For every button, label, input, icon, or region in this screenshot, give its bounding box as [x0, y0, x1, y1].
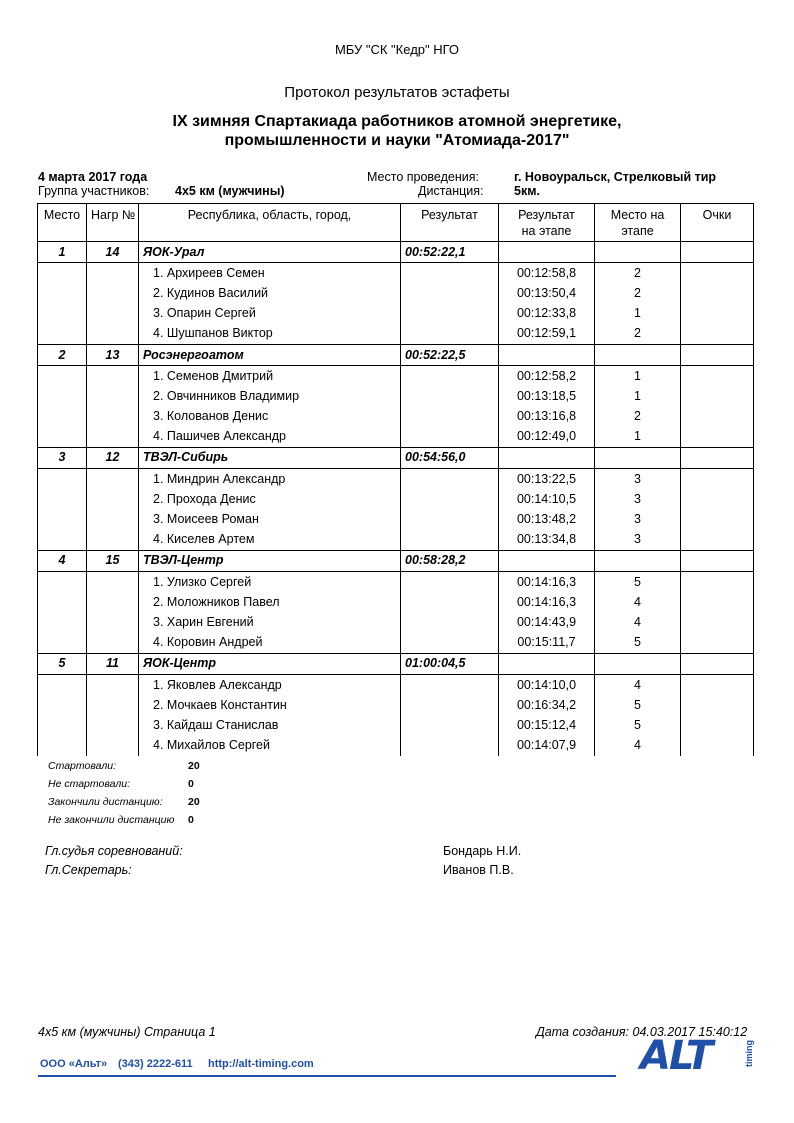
member-stage-place: 5: [595, 572, 681, 593]
team-stage-result: [499, 653, 595, 674]
member-points: [681, 427, 754, 448]
team-stage-place: [595, 344, 681, 365]
member-result: [401, 263, 499, 284]
member-stage-result: 00:16:34,2: [499, 695, 595, 715]
member-row: [38, 304, 754, 324]
member-stage-place: 4: [595, 674, 681, 695]
group-label: Группа участников:: [38, 184, 150, 198]
member-place: [38, 736, 87, 756]
team-points: [681, 447, 754, 468]
member-name: 3. Кайдаш Станислав: [139, 715, 401, 735]
member-stage-result: 00:13:34,8: [499, 530, 595, 551]
member-stage-place: 5: [595, 695, 681, 715]
member-name: 2. Моложников Павел: [139, 592, 401, 612]
member-bib: [87, 469, 139, 490]
member-name: 3. Опарин Сергей: [139, 304, 401, 324]
member-result: [401, 324, 499, 345]
member-row: [38, 715, 754, 735]
team-stage-result: [499, 447, 595, 468]
table-header: [38, 204, 754, 242]
member-stage-place: 3: [595, 489, 681, 509]
team-stage-place: [595, 653, 681, 674]
member-place: [38, 324, 87, 345]
member-name: 2. Мочкаев Константин: [139, 695, 401, 715]
member-name: 2. Овчинников Владимир: [139, 386, 401, 406]
team-name: ТВЭЛ-Центр: [139, 550, 401, 571]
member-points: [681, 509, 754, 529]
team-row: [38, 344, 754, 365]
team-place: 3: [38, 447, 87, 468]
member-bib: [87, 386, 139, 406]
member-stage-place: 5: [595, 715, 681, 735]
member-place: [38, 283, 87, 303]
member-place: [38, 489, 87, 509]
col-result: Результат: [401, 204, 499, 242]
member-stage-result: 00:14:10,5: [499, 489, 595, 509]
member-row: [38, 263, 754, 284]
member-place: [38, 530, 87, 551]
member-name: 3. Моисеев Роман: [139, 509, 401, 529]
member-stage-result: 00:14:43,9: [499, 612, 595, 632]
member-stage-result: 00:12:58,8: [499, 263, 595, 284]
member-row: [38, 407, 754, 427]
team-bib: 11: [87, 653, 139, 674]
member-name: 1. Яковлев Александр: [139, 674, 401, 695]
team-result: 00:58:28,2: [401, 550, 499, 571]
chief-judge-name: Бондарь Н.И.: [443, 844, 522, 858]
team-place: 2: [38, 344, 87, 365]
member-stage-result: 00:13:18,5: [499, 386, 595, 406]
member-place: [38, 366, 87, 387]
member-result: [401, 386, 499, 406]
member-result: [401, 530, 499, 551]
team-points: [681, 242, 754, 263]
member-place: [38, 407, 87, 427]
place-label: Место проведения:: [367, 170, 479, 184]
member-place: [38, 592, 87, 612]
member-stage-result: 00:15:12,4: [499, 715, 595, 735]
member-row: [38, 427, 754, 448]
member-place: [38, 612, 87, 632]
member-stage-result: 00:15:11,7: [499, 633, 595, 654]
member-stage-place: 4: [595, 592, 681, 612]
member-stage-result: 00:12:58,2: [499, 366, 595, 387]
member-bib: [87, 263, 139, 284]
member-name: 4. Шушпанов Виктор: [139, 324, 401, 345]
member-stage-place: 3: [595, 469, 681, 490]
member-points: [681, 592, 754, 612]
member-bib: [87, 530, 139, 551]
member-result: [401, 695, 499, 715]
stat-value: 0: [188, 814, 194, 826]
team-stage-result: [499, 550, 595, 571]
member-name: 4. Пашичев Александр: [139, 427, 401, 448]
member-stage-place: 2: [595, 324, 681, 345]
team-stage-place: [595, 447, 681, 468]
member-row: [38, 366, 754, 387]
member-stage-result: 00:13:48,2: [499, 509, 595, 529]
member-name: 4. Киселев Артем: [139, 530, 401, 551]
member-points: [681, 489, 754, 509]
start-stats: [48, 757, 200, 829]
member-result: [401, 509, 499, 529]
member-stage-result: 00:12:49,0: [499, 427, 595, 448]
col-bib: Нагр №: [87, 204, 139, 242]
member-place: [38, 572, 87, 593]
member-points: [681, 572, 754, 593]
member-result: [401, 469, 499, 490]
team-name: ЯОК-Урал: [139, 242, 401, 263]
member-place: [38, 263, 87, 284]
member-stage-place: 1: [595, 386, 681, 406]
member-row: [38, 509, 754, 529]
event-title-line1: IX зимняя Спартакиада работников атомной энергетике,: [172, 113, 622, 130]
footer-divider: [38, 1075, 616, 1077]
member-stage-result: 00:14:16,3: [499, 572, 595, 593]
member-place: [38, 304, 87, 324]
logo-sub: timing: [744, 1040, 754, 1067]
stat-value: 20: [188, 760, 200, 772]
member-name: 3. Харин Евгений: [139, 612, 401, 632]
stat-value: 20: [188, 796, 200, 808]
member-row: [38, 530, 754, 551]
member-name: 1. Улизко Сергей: [139, 572, 401, 593]
company-name: ООО «Альт»: [40, 1058, 108, 1070]
stat-label: Не стартовали:: [48, 778, 131, 790]
member-stage-result: 00:14:16,3: [499, 592, 595, 612]
member-name: 2. Кудинов Василий: [139, 283, 401, 303]
member-points: [681, 283, 754, 303]
team-row: [38, 653, 754, 674]
member-row: [38, 674, 754, 695]
member-bib: [87, 674, 139, 695]
member-stage-result: 00:12:59,1: [499, 324, 595, 345]
member-row: [38, 489, 754, 509]
member-place: [38, 633, 87, 654]
team-stage-result: [499, 344, 595, 365]
member-result: [401, 612, 499, 632]
member-bib: [87, 366, 139, 387]
member-stage-result: 00:14:07,9: [499, 736, 595, 756]
member-bib: [87, 304, 139, 324]
stat-started: [48, 757, 200, 775]
member-points: [681, 407, 754, 427]
member-result: [401, 283, 499, 303]
team-row: [38, 242, 754, 263]
col-stage-place: Место на этапе: [595, 204, 681, 242]
creation-date: Дата создания: 04.03.2017 15:40:12: [536, 1025, 748, 1039]
organization-name: МБУ "СК "Кедр" НГО: [334, 42, 460, 57]
team-place: 1: [38, 242, 87, 263]
place-value: г. Новоуральск, Стрелковый тир: [514, 170, 717, 184]
event-title: [0, 112, 794, 150]
member-points: [681, 736, 754, 756]
member-bib: [87, 612, 139, 632]
col-stage-result: Результат на этапе: [499, 204, 595, 242]
team-points: [681, 653, 754, 674]
member-stage-place: 5: [595, 633, 681, 654]
member-points: [681, 612, 754, 632]
chief-judge-role: Гл.судья соревнований:: [45, 844, 183, 858]
member-stage-result: 00:13:16,8: [499, 407, 595, 427]
member-place: [38, 469, 87, 490]
protocol-title: Протокол результатов эстафеты: [284, 84, 510, 101]
col-place: Место: [38, 204, 87, 242]
team-row: [38, 447, 754, 468]
member-row: [38, 572, 754, 593]
member-row: [38, 469, 754, 490]
member-name: 1. Миндрин Александр: [139, 469, 401, 490]
member-bib: [87, 572, 139, 593]
member-stage-place: 1: [595, 366, 681, 387]
member-row: [38, 736, 754, 756]
member-bib: [87, 407, 139, 427]
stat-label: Стартовали:: [48, 760, 117, 772]
team-points: [681, 344, 754, 365]
member-row: [38, 386, 754, 406]
distance-label: Дистанция:: [418, 184, 484, 198]
member-row: [38, 283, 754, 303]
member-name: 4. Коровин Андрей: [139, 633, 401, 654]
member-name: 1. Архиреев Семен: [139, 263, 401, 284]
team-result: 00:54:56,0: [401, 447, 499, 468]
page-info: 4x5 км (мужчины) Страница 1: [38, 1025, 216, 1039]
member-name: 2. Прохода Денис: [139, 489, 401, 509]
member-row: [38, 592, 754, 612]
member-row: [38, 324, 754, 345]
team-name: ЯОК-Центр: [139, 653, 401, 674]
stat-not-finished: [48, 811, 194, 829]
member-name: 1. Семенов Дмитрий: [139, 366, 401, 387]
team-result: 00:52:22,1: [401, 242, 499, 263]
stat-value: 0: [188, 778, 194, 790]
member-bib: [87, 695, 139, 715]
member-points: [681, 469, 754, 490]
member-stage-place: 2: [595, 263, 681, 284]
member-points: [681, 263, 754, 284]
member-result: [401, 715, 499, 735]
member-stage-result: 00:13:50,4: [499, 283, 595, 303]
member-stage-result: 00:13:22,5: [499, 469, 595, 490]
stat-label: Закончили дистанцию:: [48, 796, 163, 808]
member-bib: [87, 592, 139, 612]
member-stage-result: 00:14:10,0: [499, 674, 595, 695]
member-points: [681, 674, 754, 695]
member-bib: [87, 633, 139, 654]
member-stage-place: 4: [595, 736, 681, 756]
stat-finished: [48, 793, 200, 811]
stat-not-started: [48, 775, 194, 793]
team-bib: 14: [87, 242, 139, 263]
member-bib: [87, 715, 139, 735]
team-bib: 15: [87, 550, 139, 571]
member-name: 4. Михайлов Сергей: [139, 736, 401, 756]
member-stage-place: 3: [595, 530, 681, 551]
member-bib: [87, 736, 139, 756]
event-title-line2: промышленности и науки "Атомиада-2017": [224, 132, 570, 149]
member-result: [401, 736, 499, 756]
col-points: Очки: [681, 204, 754, 242]
member-result: [401, 304, 499, 324]
results-table: [37, 203, 754, 756]
team-bib: 13: [87, 344, 139, 365]
team-result: 00:52:22,5: [401, 344, 499, 365]
logo-letters: ALT: [640, 1033, 712, 1079]
member-bib: [87, 427, 139, 448]
member-place: [38, 715, 87, 735]
member-points: [681, 715, 754, 735]
team-place: 4: [38, 550, 87, 571]
team-stage-place: [595, 242, 681, 263]
team-points: [681, 550, 754, 571]
team-stage-result: [499, 242, 595, 263]
stat-label: Не закончили дистанцию: [48, 814, 175, 826]
member-result: [401, 407, 499, 427]
member-stage-place: 3: [595, 509, 681, 529]
member-stage-place: 1: [595, 427, 681, 448]
member-result: [401, 572, 499, 593]
col-team: Республика, область, город,: [139, 204, 401, 242]
member-bib: [87, 324, 139, 345]
team-bib: 12: [87, 447, 139, 468]
member-row: [38, 612, 754, 632]
member-place: [38, 427, 87, 448]
member-row: [38, 695, 754, 715]
team-name: Росэнергоатом: [139, 344, 401, 365]
member-stage-place: 1: [595, 304, 681, 324]
member-result: [401, 366, 499, 387]
member-row: [38, 633, 754, 654]
member-result: [401, 674, 499, 695]
secretary-role: Гл.Секретарь:: [45, 863, 132, 877]
member-points: [681, 324, 754, 345]
member-name: 3. Колованов Денис: [139, 407, 401, 427]
member-points: [681, 386, 754, 406]
team-stage-place: [595, 550, 681, 571]
group-value: 4x5 км (мужчины): [175, 184, 285, 198]
secretary-name: Иванов П.В.: [443, 863, 514, 877]
alt-timing-logo: [640, 1033, 756, 1080]
member-stage-place: 2: [595, 283, 681, 303]
company-phone: (343) 2222-611: [118, 1058, 193, 1070]
team-place: 5: [38, 653, 87, 674]
member-stage-result: 00:12:33,8: [499, 304, 595, 324]
member-stage-place: 4: [595, 612, 681, 632]
member-bib: [87, 283, 139, 303]
distance-value: 5км.: [514, 184, 540, 198]
member-points: [681, 633, 754, 654]
member-result: [401, 592, 499, 612]
member-points: [681, 530, 754, 551]
member-bib: [87, 509, 139, 529]
member-result: [401, 633, 499, 654]
member-points: [681, 695, 754, 715]
member-points: [681, 366, 754, 387]
event-date: 4 марта 2017 года: [38, 170, 148, 184]
member-place: [38, 695, 87, 715]
member-place: [38, 509, 87, 529]
member-stage-place: 2: [595, 407, 681, 427]
member-points: [681, 304, 754, 324]
team-name: ТВЭЛ-Сибирь: [139, 447, 401, 468]
member-result: [401, 489, 499, 509]
member-result: [401, 427, 499, 448]
member-place: [38, 386, 87, 406]
member-bib: [87, 489, 139, 509]
team-result: 01:00:04,5: [401, 653, 499, 674]
company-url[interactable]: http://alt-timing.com: [208, 1058, 314, 1070]
team-row: [38, 550, 754, 571]
member-place: [38, 674, 87, 695]
